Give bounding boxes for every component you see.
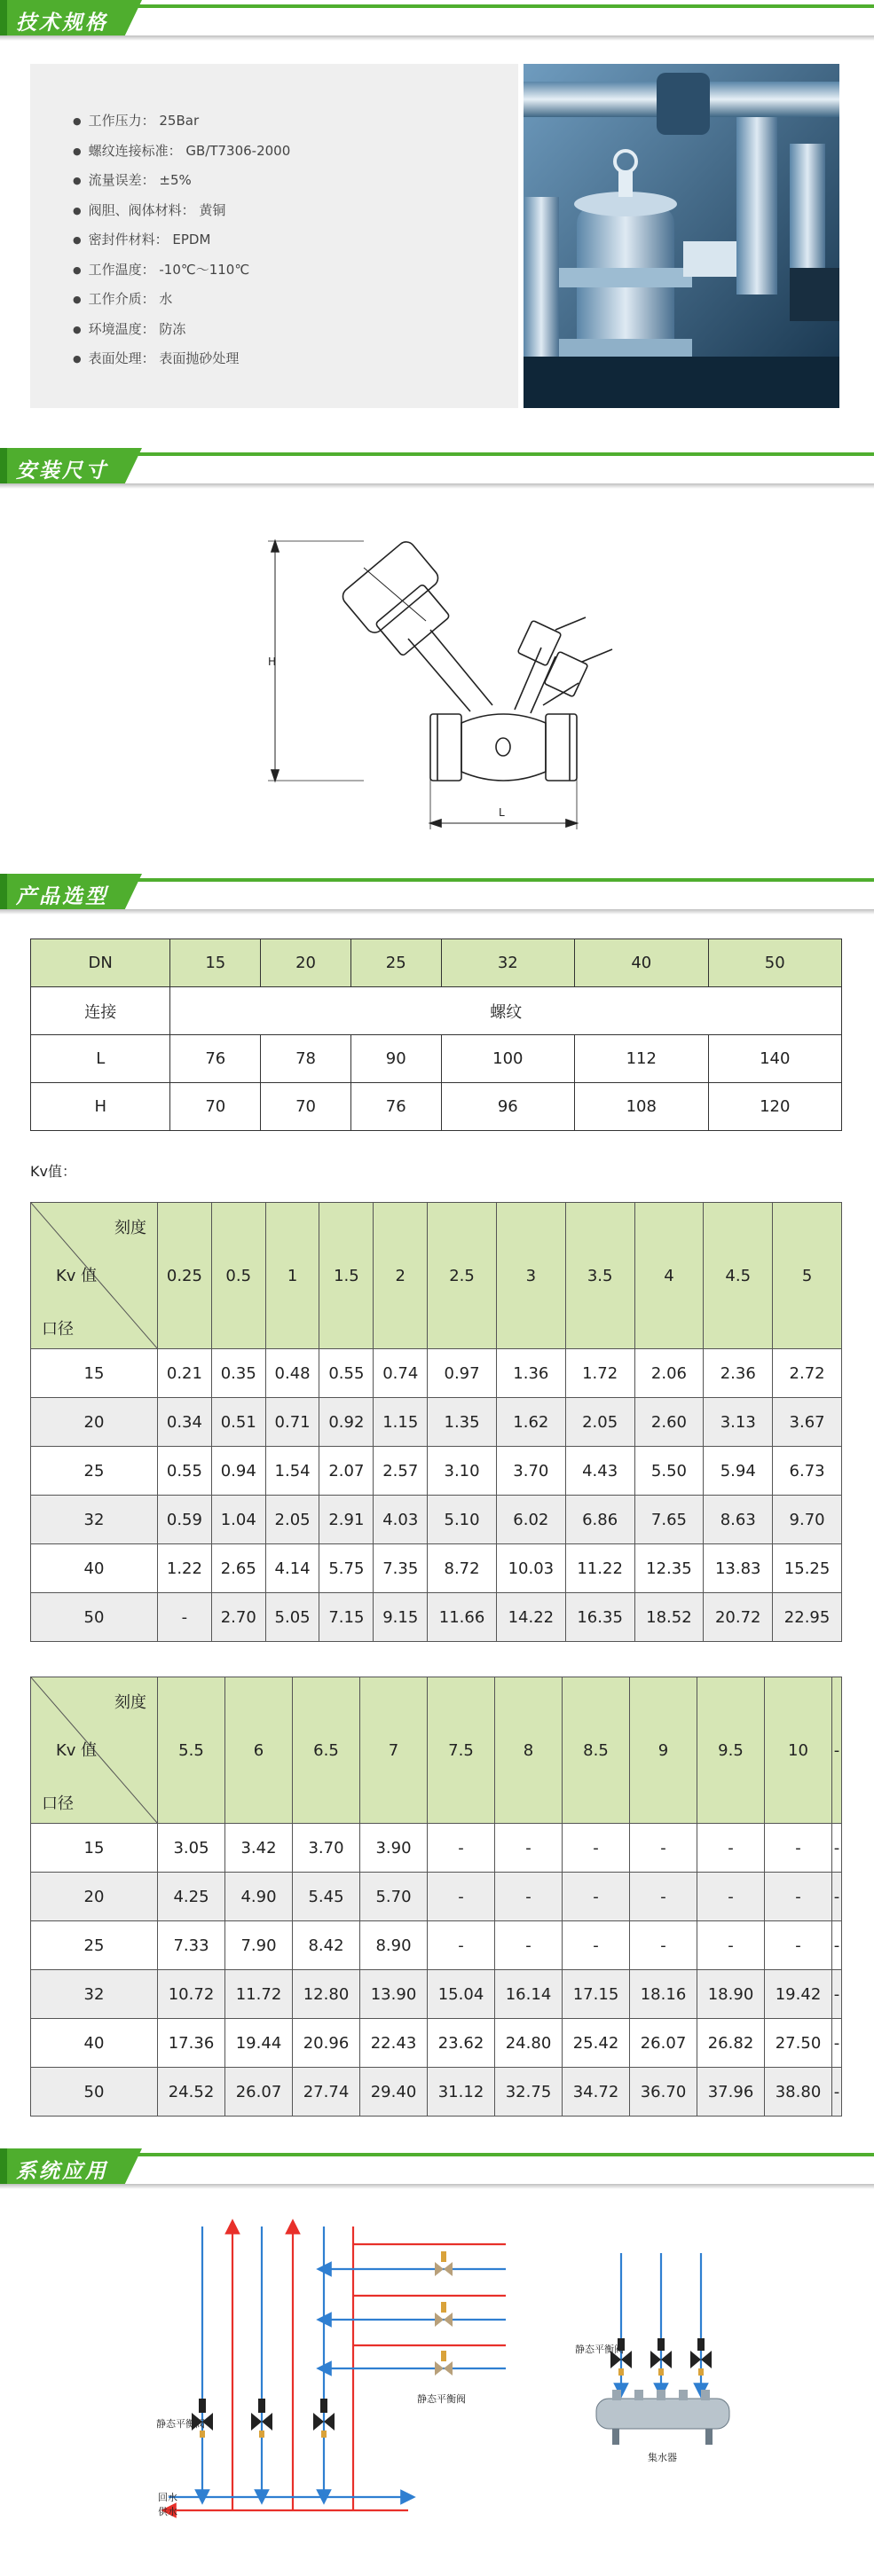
table-cell: 76 xyxy=(350,1083,441,1131)
table-row xyxy=(31,987,842,1035)
table-cell: 0.94 xyxy=(211,1447,265,1496)
section-title: 系统应用 xyxy=(16,2160,108,2183)
table-cell: - xyxy=(158,1593,212,1642)
table-cell: 2 xyxy=(374,1203,428,1349)
table-cell: 0.5 xyxy=(211,1203,265,1349)
table-cell: 15.04 xyxy=(428,1970,495,2019)
table-cell: 76 xyxy=(170,1035,261,1083)
section-title: 安装尺寸 xyxy=(16,459,108,483)
table-cell: 5.45 xyxy=(293,1873,360,1921)
spec-item: ● 工作介质： 水 xyxy=(73,285,290,315)
table-cell: 4.43 xyxy=(565,1447,634,1496)
table-cell: 4 xyxy=(634,1203,704,1349)
table-cell: 20 xyxy=(261,939,351,987)
table-cell: 4.03 xyxy=(374,1496,428,1544)
table-cell: 17.36 xyxy=(158,2019,225,2068)
table-cell: 27.74 xyxy=(293,2068,360,2117)
table-cell: 22.43 xyxy=(360,2019,428,2068)
table-cell: 31.12 xyxy=(428,2068,495,2117)
table-cell: 0.71 xyxy=(265,1398,319,1447)
kv-header: Kv 值 xyxy=(56,1741,98,1760)
table-row xyxy=(31,1496,842,1544)
h-label: H xyxy=(268,656,277,668)
table-cell: 19.42 xyxy=(765,1970,832,2019)
table-cell: 9 xyxy=(630,1677,697,1824)
dn-header: 口径 xyxy=(42,1795,74,1813)
spec-list xyxy=(73,106,290,374)
table-cell: 1.04 xyxy=(211,1496,265,1544)
table-cell: 26.82 xyxy=(697,2019,765,2068)
table-cell: 0.59 xyxy=(158,1496,212,1544)
table-cell: 13.83 xyxy=(704,1544,773,1593)
table-cell: 26.07 xyxy=(630,2019,697,2068)
diagonal-header-cell xyxy=(31,1203,158,1349)
table-cell: 20 xyxy=(31,1873,158,1921)
spec-item: ● 阀胆、阀体材料： 黄铜 xyxy=(73,196,290,226)
table-cell: 78 xyxy=(261,1035,351,1083)
table-cell: - xyxy=(428,1873,495,1921)
table-cell: 1 xyxy=(265,1203,319,1349)
spec-item: ● 环境温度： 防冻 xyxy=(73,315,290,345)
table-cell: 90 xyxy=(350,1035,441,1083)
return-label: 回水 xyxy=(158,2492,177,2503)
section-title: 产品选型 xyxy=(16,885,108,908)
table-header-row xyxy=(31,1677,842,1824)
table-cell: H xyxy=(31,1083,170,1131)
table-cell: - xyxy=(832,1824,842,1873)
table-cell: 112 xyxy=(575,1035,708,1083)
table-cell: 2.60 xyxy=(634,1398,704,1447)
table-cell: 0.35 xyxy=(211,1349,265,1398)
table-cell: 40 xyxy=(575,939,708,987)
table-cell: 10.72 xyxy=(158,1970,225,2019)
table-cell: 3.10 xyxy=(428,1447,497,1496)
table-cell: 2.57 xyxy=(374,1447,428,1496)
table-cell: 18.90 xyxy=(697,1970,765,2019)
table-cell: 18.16 xyxy=(630,1970,697,2019)
table-cell: 2.65 xyxy=(211,1544,265,1593)
dn-header: 口径 xyxy=(42,1320,74,1339)
table-cell: - xyxy=(630,1921,697,1970)
table-cell: 32 xyxy=(441,939,574,987)
table-cell: 20 xyxy=(31,1398,158,1447)
table-cell: - xyxy=(832,1921,842,1970)
table-cell: 0.92 xyxy=(319,1398,374,1447)
table-cell: 7.35 xyxy=(374,1544,428,1593)
table-cell: 12.80 xyxy=(293,1970,360,2019)
table-cell: - xyxy=(630,1873,697,1921)
supply-label: 供水 xyxy=(158,2506,177,2517)
table-cell: 70 xyxy=(170,1083,261,1131)
table-cell: 0.51 xyxy=(211,1398,265,1447)
table-row xyxy=(31,2019,842,2068)
table-cell: 1.36 xyxy=(496,1349,565,1398)
table-cell: 10.03 xyxy=(496,1544,565,1593)
table-cell: 20.72 xyxy=(704,1593,773,1642)
kv-caption: Kv值： xyxy=(30,1163,76,1180)
section-header-application xyxy=(0,2148,874,2189)
table-cell: 14.22 xyxy=(496,1593,565,1642)
table-cell: 17.15 xyxy=(563,1970,630,2019)
table-row xyxy=(31,1921,842,1970)
table-cell: 7.5 xyxy=(428,1677,495,1824)
table-row xyxy=(31,1593,842,1642)
table-cell: 2.70 xyxy=(211,1593,265,1642)
table-row xyxy=(31,1349,842,1398)
valve-label-collector: 静态平衡阀 xyxy=(575,2344,624,2355)
table-cell: 18.52 xyxy=(634,1593,704,1642)
valve-drawing xyxy=(248,523,639,843)
table-cell: - xyxy=(563,1873,630,1921)
spec-item: ● 工作压力： 25Bar xyxy=(73,106,290,137)
table-cell: 32 xyxy=(31,1496,158,1544)
table-cell: 螺纹 xyxy=(170,987,842,1035)
kv-header: Kv 值 xyxy=(56,1267,98,1285)
table-cell: 7.33 xyxy=(158,1921,225,1970)
table-cell: L xyxy=(31,1035,170,1083)
table-cell: 29.40 xyxy=(360,2068,428,2117)
table-cell: 40 xyxy=(31,1544,158,1593)
table-cell: 25.42 xyxy=(563,2019,630,2068)
table-row xyxy=(31,1447,842,1496)
table-cell: 70 xyxy=(261,1083,351,1131)
table-cell: 8.72 xyxy=(428,1544,497,1593)
table-cell: 8.5 xyxy=(563,1677,630,1824)
diagonal-header-cell xyxy=(31,1677,158,1824)
table-row xyxy=(31,1398,842,1447)
valve-label-left: 静态平衡阀 xyxy=(156,2418,205,2430)
scale-header: 刻度 xyxy=(114,1219,146,1237)
table-cell: 2.36 xyxy=(704,1349,773,1398)
dimension-table xyxy=(30,939,842,1131)
table-cell: - xyxy=(495,1921,563,1970)
product-photo xyxy=(524,64,839,408)
section-title: 技术规格 xyxy=(16,12,108,35)
table-cell: 50 xyxy=(31,2068,158,2117)
spec-item: ● 螺纹连接标准： GB/T7306-2000 xyxy=(73,137,290,167)
table-cell: 120 xyxy=(708,1083,842,1131)
table-cell: 5.5 xyxy=(158,1677,225,1824)
table-cell: - xyxy=(630,1824,697,1873)
table-cell: 19.44 xyxy=(225,2019,293,2068)
table-cell: 12.35 xyxy=(634,1544,704,1593)
table-cell: 8 xyxy=(495,1677,563,1824)
table-cell: 36.70 xyxy=(630,2068,697,2117)
table-cell: 8.90 xyxy=(360,1921,428,1970)
table-cell: 8.42 xyxy=(293,1921,360,1970)
table-cell: 16.14 xyxy=(495,1970,563,2019)
table-cell: 34.72 xyxy=(563,2068,630,2117)
table-cell: - xyxy=(495,1873,563,1921)
table-row xyxy=(31,2068,842,2117)
table-cell: - xyxy=(832,2019,842,2068)
table-cell: - xyxy=(697,1873,765,1921)
table-cell: 11.72 xyxy=(225,1970,293,2019)
table-cell: 连接 xyxy=(31,987,170,1035)
table-cell: 26.07 xyxy=(225,2068,293,2117)
kv-table-2 xyxy=(30,1677,842,2117)
spec-item: ● 流量误差： ±5% xyxy=(73,166,290,196)
table-cell: - xyxy=(495,1824,563,1873)
table-cell: - xyxy=(832,1677,842,1824)
table-cell: 3.90 xyxy=(360,1824,428,1873)
table-cell: 50 xyxy=(31,1593,158,1642)
table-cell: 2.05 xyxy=(265,1496,319,1544)
table-cell: 7.90 xyxy=(225,1921,293,1970)
section-header-spec xyxy=(0,0,874,41)
table-cell: 5.94 xyxy=(704,1447,773,1496)
table-cell: 32.75 xyxy=(495,2068,563,2117)
table-cell: - xyxy=(697,1921,765,1970)
table-cell: 5.75 xyxy=(319,1544,374,1593)
table-cell: - xyxy=(563,1921,630,1970)
valve-label-right: 静态平衡阀 xyxy=(417,2393,466,2405)
table-row xyxy=(31,1873,842,1921)
table-cell: 4.25 xyxy=(158,1873,225,1921)
table-cell: 37.96 xyxy=(697,2068,765,2117)
table-cell: 3.42 xyxy=(225,1824,293,1873)
table-cell: 5.05 xyxy=(265,1593,319,1642)
kv-table-1 xyxy=(30,1202,842,1642)
section-rule xyxy=(133,878,874,882)
table-cell: 2.05 xyxy=(565,1398,634,1447)
table-cell: - xyxy=(697,1824,765,1873)
table-cell: 1.35 xyxy=(428,1398,497,1447)
table-cell: 2.07 xyxy=(319,1447,374,1496)
piping-diagram xyxy=(0,2200,874,2572)
table-cell: 1.72 xyxy=(565,1349,634,1398)
table-cell: - xyxy=(428,1824,495,1873)
table-cell: 9.5 xyxy=(697,1677,765,1824)
table-cell: 9.70 xyxy=(773,1496,842,1544)
table-cell: 25 xyxy=(350,939,441,987)
banner-accent xyxy=(0,874,7,909)
table-cell: - xyxy=(832,1970,842,2019)
spec-panel xyxy=(30,64,518,408)
table-cell: 0.21 xyxy=(158,1349,212,1398)
table-cell: - xyxy=(832,2068,842,2117)
table-cell: 2.91 xyxy=(319,1496,374,1544)
table-cell: 15 xyxy=(31,1824,158,1873)
table-cell: 25 xyxy=(31,1921,158,1970)
scale-header: 刻度 xyxy=(114,1693,146,1712)
table-cell: 1.5 xyxy=(319,1203,374,1349)
table-cell: 2.72 xyxy=(773,1349,842,1398)
section-header-selection xyxy=(0,874,874,915)
table-cell: 7.65 xyxy=(634,1496,704,1544)
table-cell: 96 xyxy=(441,1083,574,1131)
section-rule xyxy=(133,452,874,456)
table-cell: 0.97 xyxy=(428,1349,497,1398)
table-cell: 3.70 xyxy=(496,1447,565,1496)
table-cell: 2.5 xyxy=(428,1203,497,1349)
table-cell: 4.14 xyxy=(265,1544,319,1593)
table-row xyxy=(31,1824,842,1873)
table-header-row xyxy=(31,1203,842,1349)
table-cell: 4.5 xyxy=(704,1203,773,1349)
table-cell: 8.63 xyxy=(704,1496,773,1544)
table-cell: 24.80 xyxy=(495,2019,563,2068)
collector-label: 集水器 xyxy=(648,2452,677,2463)
table-cell: 6 xyxy=(225,1677,293,1824)
table-cell: 50 xyxy=(708,939,842,987)
industrial-pipes-image xyxy=(524,64,839,408)
table-cell: 5.10 xyxy=(428,1496,497,1544)
table-row xyxy=(31,1083,842,1131)
table-header-row xyxy=(31,939,842,987)
table-cell: 0.74 xyxy=(374,1349,428,1398)
table-cell: - xyxy=(563,1824,630,1873)
table-cell: 1.22 xyxy=(158,1544,212,1593)
table-cell: - xyxy=(832,1873,842,1921)
table-cell: 11.66 xyxy=(428,1593,497,1642)
table-cell: 22.95 xyxy=(773,1593,842,1642)
table-cell: 15 xyxy=(31,1349,158,1398)
table-cell: 27.50 xyxy=(765,2019,832,2068)
table-cell: 1.62 xyxy=(496,1398,565,1447)
table-cell: 3.13 xyxy=(704,1398,773,1447)
section-rule xyxy=(133,2153,874,2156)
table-cell: 100 xyxy=(441,1035,574,1083)
table-cell: 40 xyxy=(31,2019,158,2068)
table-cell: 5.70 xyxy=(360,1873,428,1921)
table-cell: 2.06 xyxy=(634,1349,704,1398)
table-cell: 4.90 xyxy=(225,1873,293,1921)
table-cell: 3.70 xyxy=(293,1824,360,1873)
table-cell: - xyxy=(765,1824,832,1873)
section-header-install xyxy=(0,448,874,489)
banner-accent xyxy=(0,2148,7,2184)
table-cell: 0.55 xyxy=(319,1349,374,1398)
dimension-drawing xyxy=(248,523,639,843)
spec-item: ● 工作温度： -10℃～110℃ xyxy=(73,255,290,286)
table-cell: 5 xyxy=(773,1203,842,1349)
table-cell: 13.90 xyxy=(360,1970,428,2019)
table-cell: 16.35 xyxy=(565,1593,634,1642)
table-cell: DN xyxy=(31,939,170,987)
table-cell: 108 xyxy=(575,1083,708,1131)
table-cell: - xyxy=(428,1921,495,1970)
table-cell: 1.54 xyxy=(265,1447,319,1496)
table-cell: 24.52 xyxy=(158,2068,225,2117)
table-cell: 3.67 xyxy=(773,1398,842,1447)
table-cell: 11.22 xyxy=(565,1544,634,1593)
table-row xyxy=(31,1970,842,2019)
table-cell: 10 xyxy=(765,1677,832,1824)
table-cell: 7.15 xyxy=(319,1593,374,1642)
table-cell: 3.5 xyxy=(565,1203,634,1349)
table-cell: - xyxy=(765,1873,832,1921)
table-cell: 32 xyxy=(31,1970,158,2019)
table-row xyxy=(31,1544,842,1593)
table-cell: - xyxy=(765,1921,832,1970)
spec-item: ● 密封件材料： EPDM xyxy=(73,225,290,255)
table-cell: 6.86 xyxy=(565,1496,634,1544)
spec-item: ● 表面处理： 表面抛砂处理 xyxy=(73,344,290,374)
table-cell: 15.25 xyxy=(773,1544,842,1593)
table-cell: 15 xyxy=(170,939,261,987)
table-cell: 6.73 xyxy=(773,1447,842,1496)
table-cell: 3.05 xyxy=(158,1824,225,1873)
l-label: L xyxy=(499,806,505,819)
table-cell: 25 xyxy=(31,1447,158,1496)
section-rule xyxy=(133,4,874,8)
banner-accent xyxy=(0,0,7,35)
table-cell: 140 xyxy=(708,1035,842,1083)
table-cell: 5.50 xyxy=(634,1447,704,1496)
table-cell: 7 xyxy=(360,1677,428,1824)
banner-accent xyxy=(0,448,7,483)
table-cell: 9.15 xyxy=(374,1593,428,1642)
table-cell: 6.5 xyxy=(293,1677,360,1824)
table-cell: 23.62 xyxy=(428,2019,495,2068)
table-cell: 0.25 xyxy=(158,1203,212,1349)
table-cell: 1.15 xyxy=(374,1398,428,1447)
table-cell: 38.80 xyxy=(765,2068,832,2117)
table-cell: 0.34 xyxy=(158,1398,212,1447)
table-row xyxy=(31,1035,842,1083)
table-cell: 3 xyxy=(496,1203,565,1349)
application-diagram xyxy=(0,2200,874,2572)
table-cell: 20.96 xyxy=(293,2019,360,2068)
table-cell: 0.55 xyxy=(158,1447,212,1496)
table-cell: 6.02 xyxy=(496,1496,565,1544)
table-cell: 0.48 xyxy=(265,1349,319,1398)
